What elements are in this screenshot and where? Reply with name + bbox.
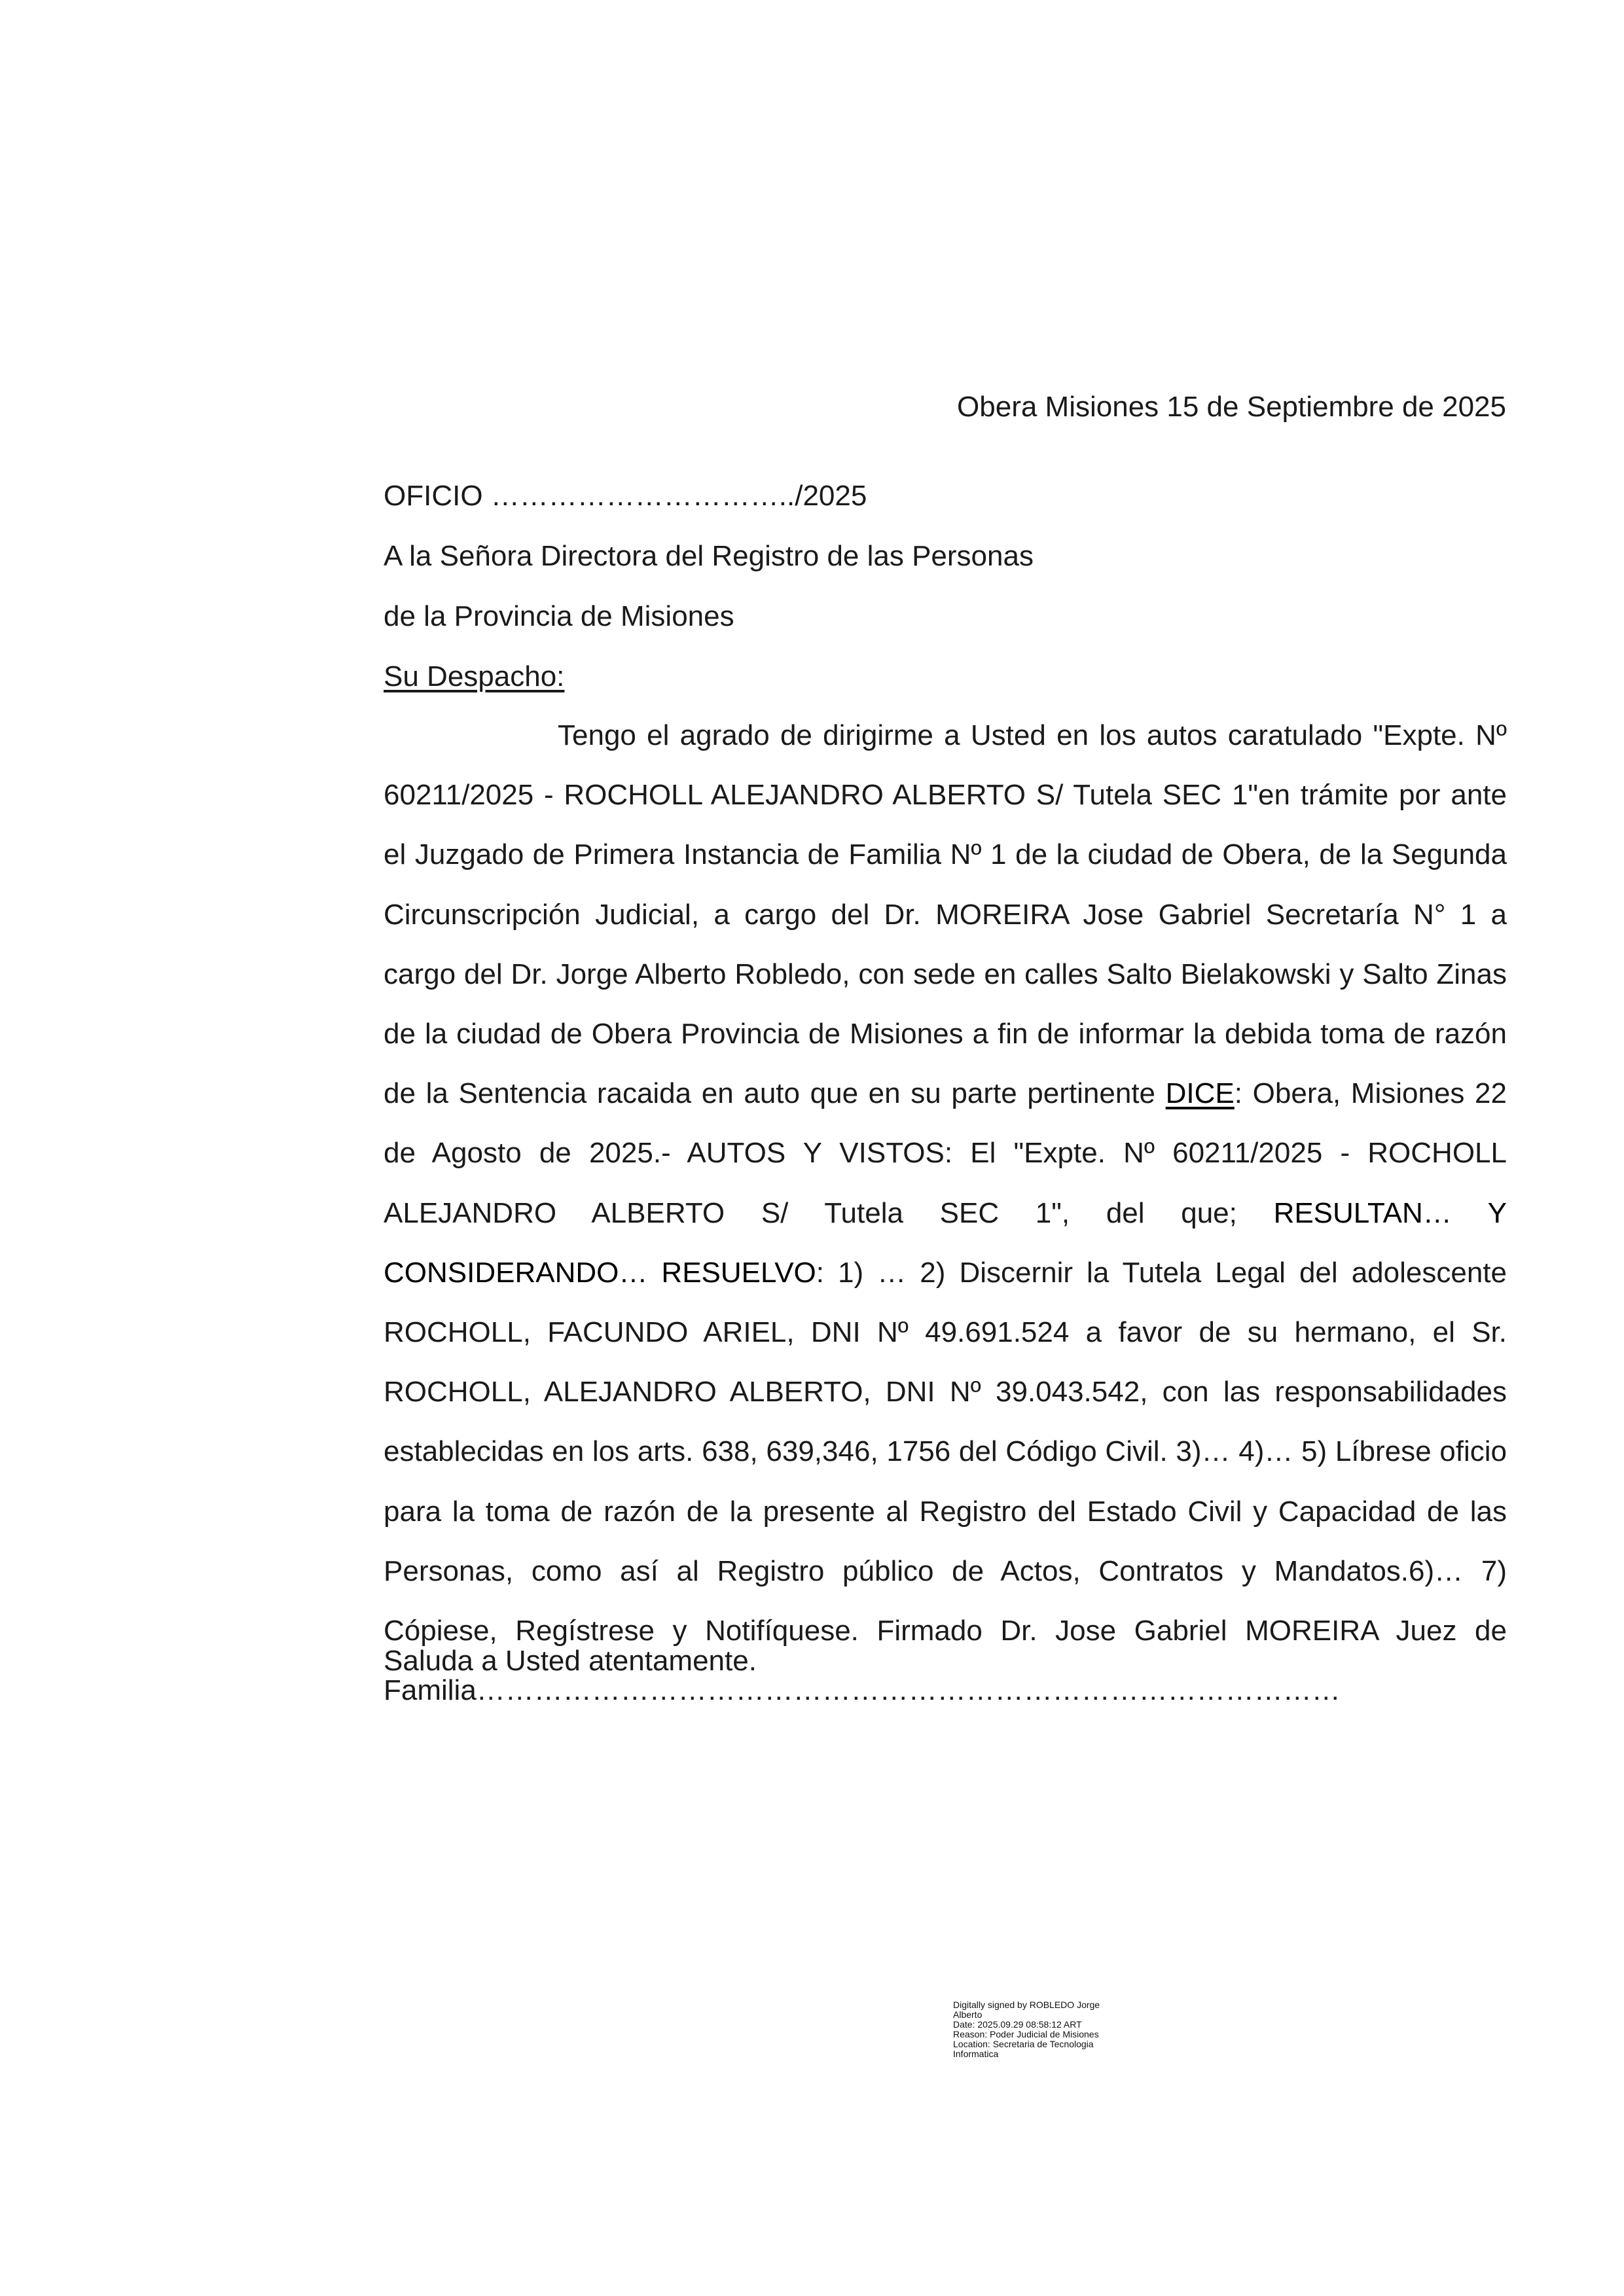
signature-line: Date: 2025.09.29 08:58:12 ART [953,2019,1082,2030]
addressee-line-2: de la Provincia de Misiones [384,600,734,632]
signature-line: Location: Secretaria de Tecnologia [953,2039,1094,2049]
body-part-1: Tengo el agrado de dirigirme a Usted en los autos caratulado "Expte. Nº 60211/2025 - ROCHOLL ALEJANDRO ALBERTO S/ Tutela SEC 1"en trámite por ante el Juzgado de Primera Instancia de Familia Nº 1 de la ciudad de Obera, de la Segunda Circunscripción Judicial, a cargo del Dr. MOREIRA Jose Gabriel Secretaría N° 1 a cargo del Dr. Jorge Alberto Robledo, con sede en calles Salto Bielakowski y Salto Zinas de la ciudad de Obera Provincia de Misiones a fin de informar la debida toma de razón de la Sentencia racaida en auto que en su parte pertinente [384,719,1507,1110]
addressee-line-1: A la Señora Directora del Registro de las Personas [384,540,1034,572]
signature-line: Informatica [953,2049,999,2059]
signature-line: Alberto [953,2009,983,2020]
signature-line: Digitally signed by ROBLEDO Jorge [953,2000,1100,2010]
closing-line: Saluda a Usted atentamente. [384,1645,757,1677]
despacho-line: Su Despacho: [384,660,565,692]
resultan-phrase: RESULTAN… Y CONSIDERANDO… RESUELVO [384,1196,1507,1289]
body-part-2: : Obera, Misiones 22 de Agosto de 2025.- AUTOS Y VISTOS: El "Expte. Nº 60211/2025 - ROCHOLL ALEJANDRO ALBERTO S/ Tutela SEC 1", del que; [384,1077,1507,1229]
letter-header [384,466,1034,707]
signature-line: Reason: Poder Judicial de Misiones [953,2029,1099,2039]
digital-signature [953,2000,1149,2059]
date-line: Obera Misiones 15 de Septiembre de 2025 [957,391,1506,423]
oficio-line: OFICIO …………………………../2025 [384,480,867,512]
dice-word: DICE [1165,1077,1235,1110]
body-part-3: : 1) … 2) Discernir la Tutela Legal del adolescente ROCHOLL, FACUNDO ARIEL, DNI Nº 49.691.524 a favor de su hermano, el Sr. ROCHOLL, ALEJANDRO ALBERTO, DNI Nº 39.043.542, con las responsabilidades establecidas en los arts. 638, 639,346, 1756 del Código Civil. 3)… 4)… 5) Líbrese oficio para la toma de razón de la presente al Registro del Estado Civil y Capacidad de las Personas, como así al Registro público de Actos, Contratos y Mandatos.6)… 7) Cópiese, Regístrese y Notifíquese. Firmado Dr. Jose Gabriel MOREIRA Juez de Familia……………………………………………………………………………… [384,1256,1507,1707]
letter-body [384,706,1507,1720]
